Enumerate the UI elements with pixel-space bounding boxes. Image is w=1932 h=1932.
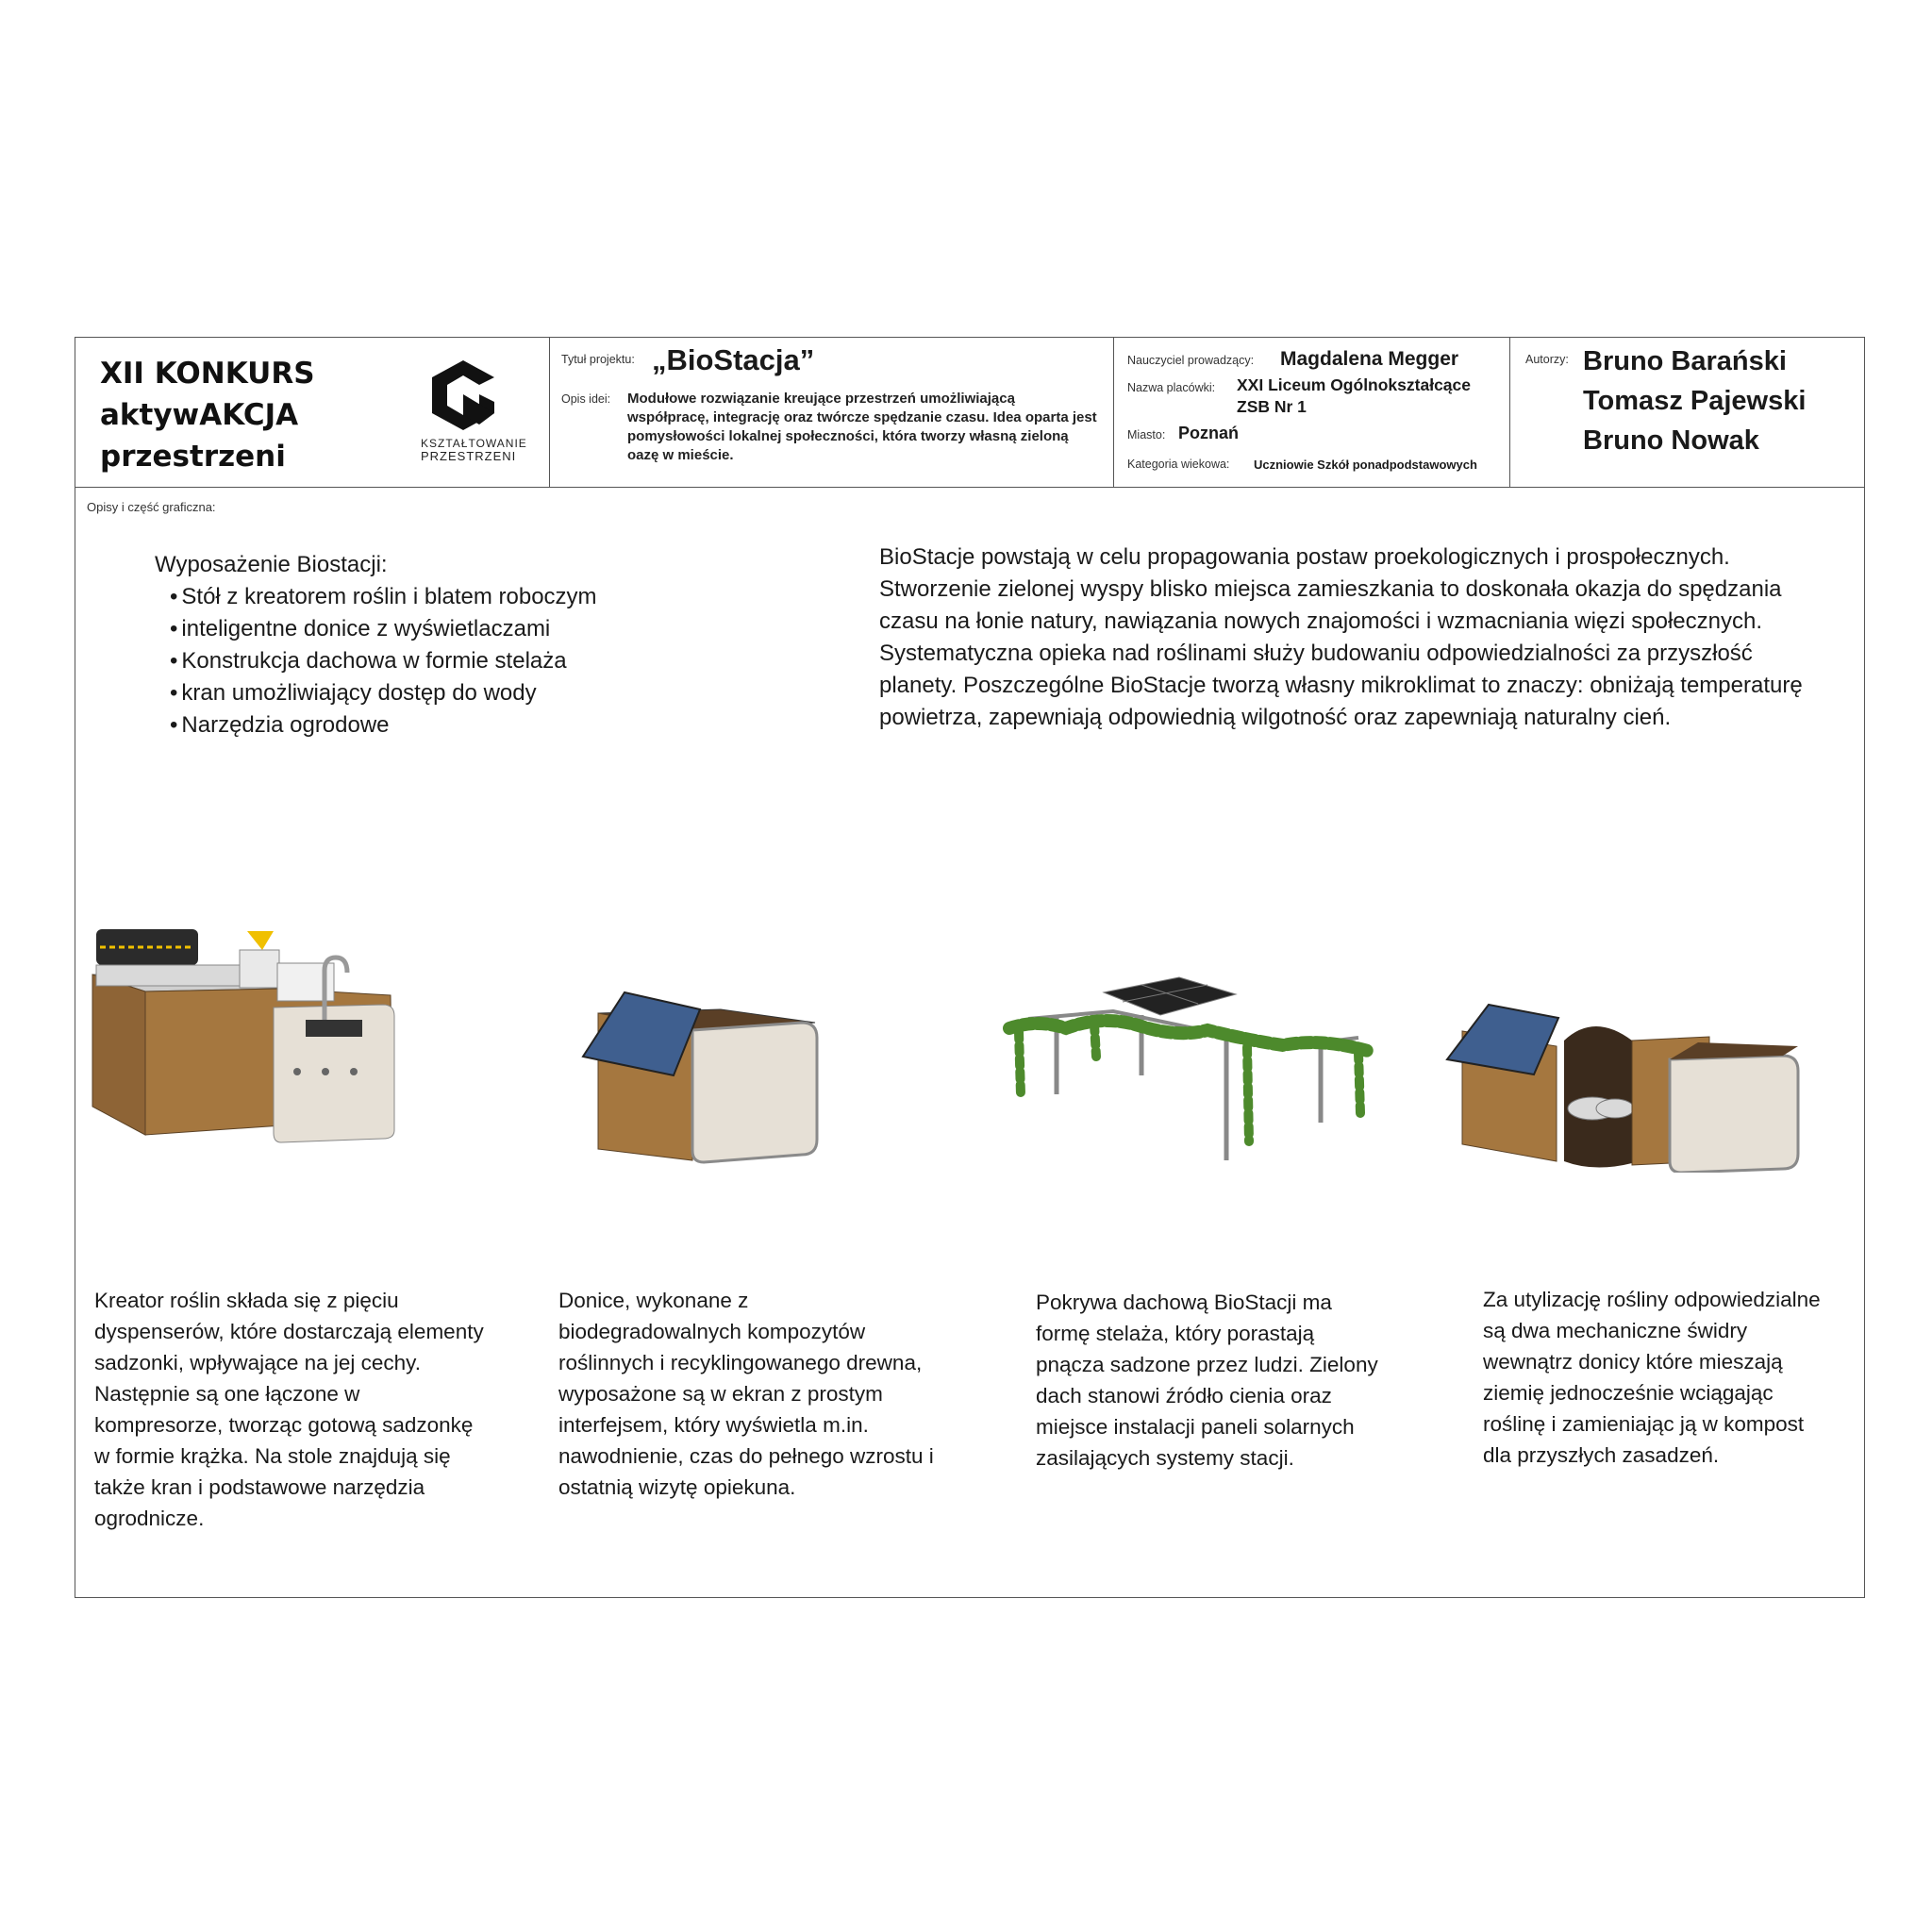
- idea-text: Modułowe rozwiązanie kreujące przestrzeń umożliwiającą współpracę, integrację oraz twórcze spędzanie czasu. Idea oparta jest pomysłowości lokalnej społeczności, która tworzy własną zieloną oazę w mieście.: [627, 391, 1097, 463]
- sink: [306, 1020, 362, 1037]
- logo-line-1: KSZTAŁTOWANIE: [421, 437, 527, 450]
- equipment-title: Wyposażenie Biostacji:: [155, 552, 388, 577]
- roof-frame-illustration: [1000, 972, 1387, 1170]
- project-title: „BioStacja”: [652, 343, 815, 376]
- equipment-item: • Stół z kreatorem roślin i blatem roboczym: [170, 581, 597, 613]
- hook-icon: [293, 1068, 301, 1075]
- school-cell: [1114, 338, 1510, 487]
- description-plant-creator: Kreator roślin składa się z pięciu dyspenserów, które dostarczają elementy sadzonki, wpływające na jej cechy. Następnie są one łączone w kompresorze, tworząc gotową sadzonkę w formie krążka. Na stole znajdują się także kran i podstawowe narzędzia ogrodnicze.: [94, 1289, 484, 1530]
- auger-icon: [1596, 1099, 1634, 1118]
- school-line-2: ZSB Nr 1: [1237, 397, 1307, 416]
- authors-list: [1583, 341, 1806, 460]
- compost-auger-illustration: [1443, 1003, 1821, 1173]
- logo: [421, 357, 527, 463]
- planter-front: [1670, 1056, 1798, 1173]
- contest-line-3: przestrzeni: [100, 440, 286, 474]
- solar-panel: [1104, 977, 1236, 1015]
- contest-cell: [75, 338, 550, 487]
- project-title-label: Tytuł projektu:: [561, 353, 635, 366]
- city-label: Miasto:: [1127, 428, 1166, 441]
- equipment-list: [155, 549, 597, 741]
- equipment-item: • inteligentne donice z wyświetlaczami: [170, 613, 597, 645]
- school-line-1: XXI Liceum Ogólnokształcące: [1237, 375, 1471, 394]
- poster-sheet: [75, 337, 1865, 1598]
- intro-paragraph: BioStacje powstają w celu propagowania postaw proekologicznych i prospołecznych. Stworzenie zielonej wyspy blisko miejsca zamieszkania to doskonała okazja do spędzania czasu na łonie natury, nawiązania nowych znajomości i wzmacniania więzi społecznych. Systematyczna opieka nad roślinami służy budowaniu odpowiedzialności za przyszłość planety. Poszczególne BioStacje tworzą własny mikroklimat to znaczy: obniżają temperaturę powietrza, zapewniają odpowiednią wilgotność oraz zapewniają naturalny cień.: [879, 544, 1803, 730]
- header-table: [75, 338, 1864, 488]
- creator-base: [96, 965, 247, 986]
- author-1: Bruno Barański: [1583, 346, 1787, 376]
- logo-mark-icon: [421, 357, 506, 438]
- plant-creator-table-illustration: [89, 918, 504, 1168]
- table-side: [92, 974, 145, 1135]
- equipment-items: [155, 581, 597, 741]
- project-cell: [550, 338, 1114, 487]
- contest-title: [100, 353, 315, 477]
- hook-icon: [322, 1068, 329, 1075]
- hook-icon: [350, 1068, 358, 1075]
- planter-front: [692, 1023, 817, 1162]
- equipment-item: • kran umożliwiający dostęp do wody: [170, 677, 597, 709]
- contest-line-1: XII KONKURS: [100, 357, 315, 391]
- author-2: Tomasz Pajewski: [1583, 386, 1807, 416]
- contest-line-2: aktywAKCJA: [100, 398, 299, 432]
- logo-line-2: PRZESTRZENI: [421, 449, 517, 463]
- compressor: [240, 950, 279, 988]
- smart-planter-illustration: [579, 989, 834, 1170]
- teacher-label: Nauczyciel prowadzący:: [1127, 354, 1255, 367]
- category-label: Kategoria wiekowa:: [1127, 458, 1230, 471]
- soil-cutaway: [1564, 1026, 1632, 1168]
- authors-label: Autorzy:: [1525, 353, 1569, 366]
- equipment-item: • Narzędzia ogrodowe: [170, 709, 597, 741]
- logo-wordmark: [421, 437, 527, 463]
- section-label: Opisy i część graficzna:: [87, 500, 216, 514]
- author-3: Bruno Nowak: [1583, 425, 1759, 456]
- description-planters: Donice, wykonane z biodegradowalnych kompozytów roślinnych i recyklingowanego drewna, wyposażone są w ekran z prostym interfejsem, który wyświetla m.in. nawodnienie, czas do pełnego wzrostu i ostatnią wizytę opiekuna.: [558, 1289, 934, 1499]
- authors-cell: [1510, 338, 1866, 487]
- description-roof: Pokrywa dachową BioStacji ma formę stelaża, który porastają pnącza sadzone przez ludzi. Zielony dach stanowi źródło cienia oraz miejsce instalacji paneli solarnych zasilających systemy stacji.: [1036, 1291, 1378, 1470]
- city: Poznań: [1178, 424, 1240, 442]
- teacher-name: Magdalena Megger: [1280, 348, 1459, 370]
- vines: [1009, 1021, 1368, 1051]
- description-compost: Za utylizację rośliny odpowiedzialne są dwa mechaniczne świdry wewnątrz donicy które mieszają ziemię jednocześnie wciągając roślinę i zamieniając ją w kompost dla przyszłych zasadzeń.: [1483, 1288, 1821, 1467]
- equipment-item: • Konstrukcja dachowa w formie stelaża: [170, 645, 597, 677]
- school-label: Nazwa placówki:: [1127, 381, 1216, 394]
- idea-label: Opis idei:: [561, 392, 611, 406]
- category: Uczniowie Szkół ponadpodstawowych: [1254, 458, 1477, 472]
- funnel-icon: [247, 931, 274, 950]
